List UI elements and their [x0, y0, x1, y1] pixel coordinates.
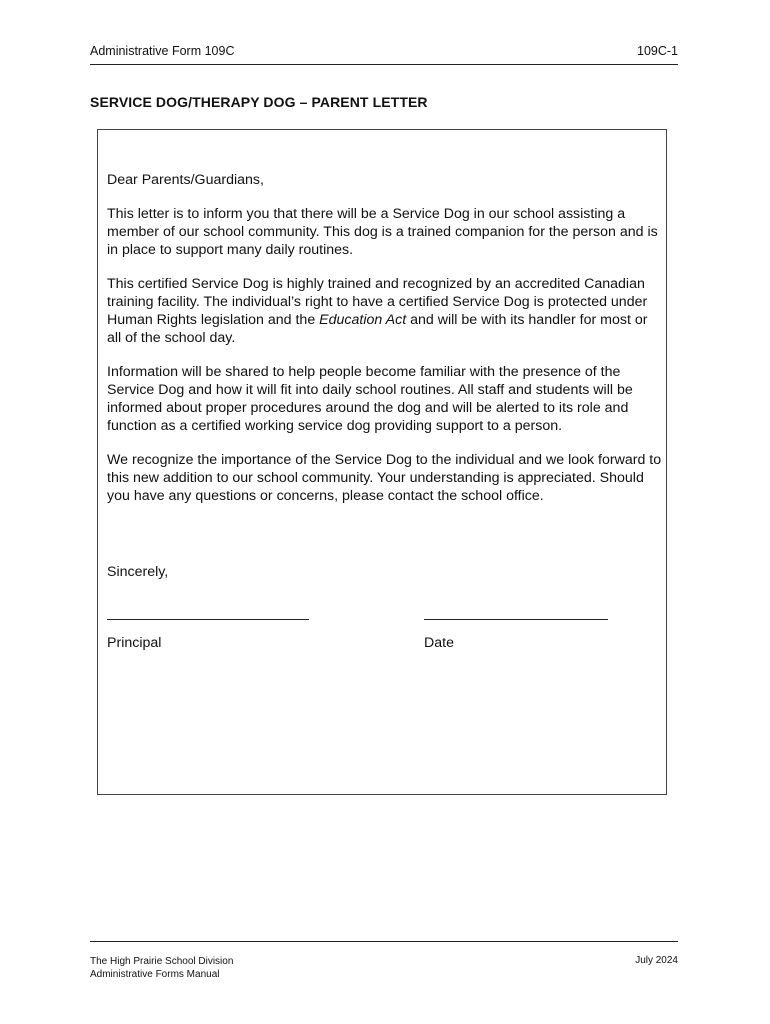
footer-divider	[90, 941, 678, 942]
date-label: Date	[424, 635, 454, 651]
footer-date: July 2024	[635, 955, 678, 966]
footer-org-name: The High Prairie School Division	[90, 956, 234, 967]
form-name: Administrative Form 109C	[90, 44, 235, 58]
footer-left	[90, 955, 233, 981]
letter-paragraph-4: We recognize the importance of the Service Dog to the individual and we look forward to this new addition to our school community. Your understanding is appreciated. Should you have any questions or concerns, please contact the school office.	[107, 452, 662, 504]
education-act-emphasis: Education Act	[319, 312, 407, 328]
document-title: SERVICE DOG/THERAPY DOG – PARENT LETTER	[90, 94, 428, 110]
principal-signature-line	[107, 619, 309, 620]
letter-paragraph-1: This letter is to inform you that there will be a Service Dog in our school assisting a member of our school community. This dog is a trained companion for the person and is in place to support many daily routines.	[107, 206, 658, 258]
paragraph-2-text-start: This certified Service Dog is highly trained and recognized by an accredited Canadian training facility. The individual’s right to have a certified Service Dog is protected under Human Rights legislation and the	[107, 276, 648, 328]
date-signature-line	[424, 619, 608, 620]
letter-body	[107, 171, 663, 521]
page-code: 109C-1	[637, 44, 678, 58]
letter-closing: Sincerely,	[107, 564, 169, 580]
letter-paragraph-2	[107, 275, 663, 347]
letter-paragraph-3: Information will be shared to help people become familiar with the presence of the Service Dog and how it will fit into daily school routines. All staff and students will be informed about proper procedures around the dog and will be alerted to its role and function as a certified working service dog providing support to a person.	[107, 364, 633, 434]
page-header	[90, 44, 678, 65]
letter-greeting: Dear Parents/Guardians,	[107, 172, 264, 188]
paragraph-2-text-end: and will be with its handler for most or all of the school day.	[107, 312, 648, 346]
letter-box	[97, 129, 667, 795]
footer-manual-name: Administrative Forms Manual	[90, 969, 220, 980]
principal-label: Principal	[107, 635, 162, 651]
